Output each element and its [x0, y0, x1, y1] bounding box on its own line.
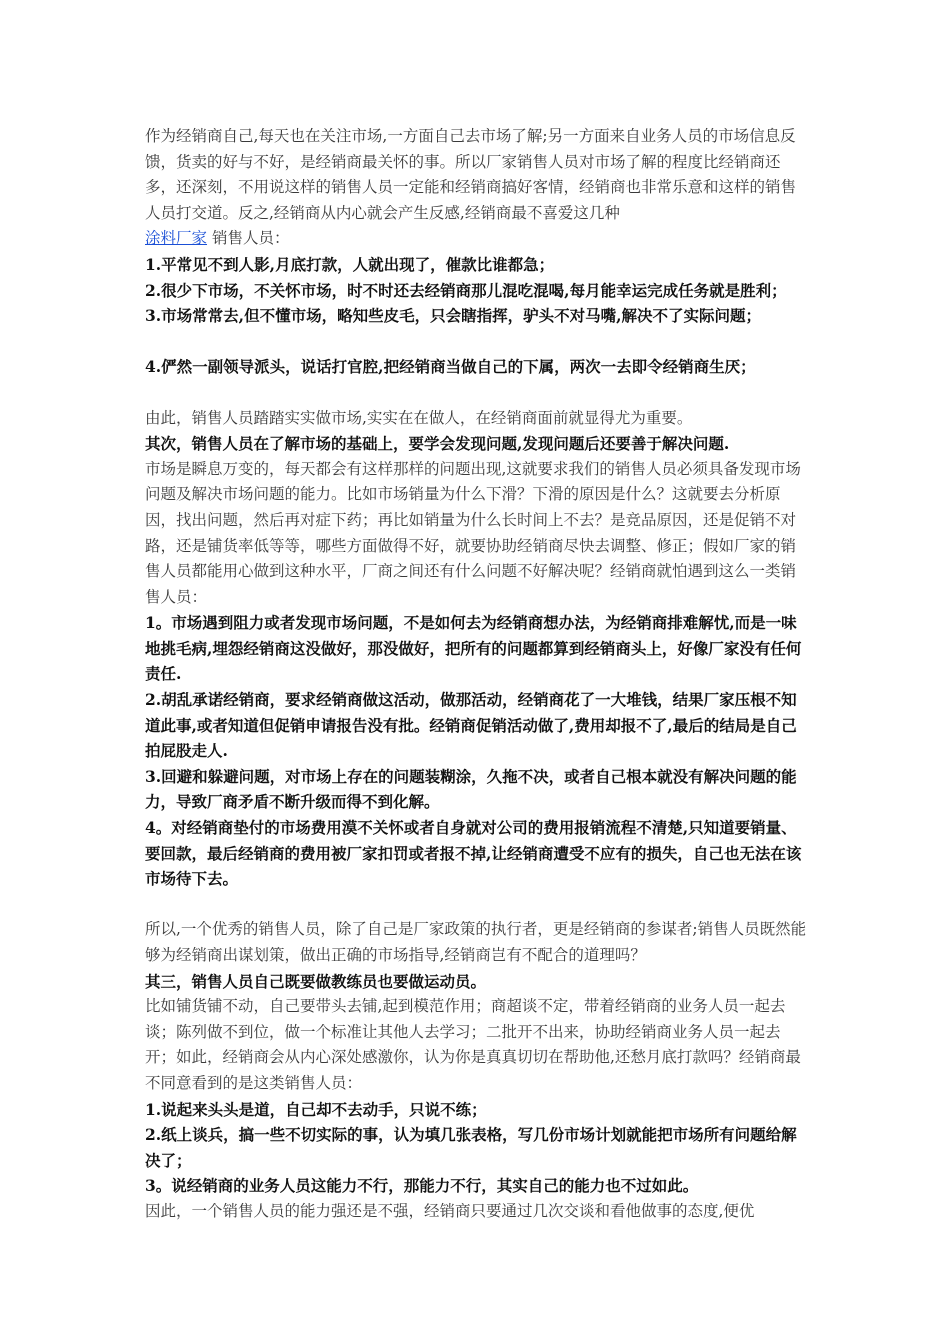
- intro-tail-text: 销售人员：: [207, 229, 290, 248]
- coating-manufacturer-link[interactable]: 涂料厂家: [145, 229, 208, 248]
- closing-paragraph: 因此，一个销售人员的能力强还是不强，经销商只要通过几次交谈和看他做事的态度,便优: [145, 1201, 755, 1220]
- list2-item-3: 3.回避和躲避问题，对市场上存在的问题装糊涂，久拖不决，或者自己根本就没有解决问题的能力，导致厂商矛盾不断升级而得不到化解。: [145, 766, 797, 812]
- section2-heading: 其次，销售人员在了解市场的基础上，要学会发现问题,发现问题后还要善于解决问题.: [145, 434, 730, 454]
- section3-heading: 其三，销售人员自己既要做教练员也要做运动员。: [145, 971, 487, 991]
- section2-body: 市场是瞬息万变的，每天都会有这样那样的问题出现,这就要求我们的销售人员必须具备发现市场问题及解决市场问题的能力。比如市场销量为什么下滑？下滑的原因是什么？这就要去分析原因，找出问题，然后再对症下药；再比如销量为什么长时间上不去？是竞品原因，还是促销不对路，还是铺货率低等等，哪些方面做得不好，就要协助经销商尽快去调整、修正；假如厂家的销售人员都能用心做到这种水平，厂商之间还有什么问题不好解决呢？经销商就怕遇到这么一类销售人员：: [145, 459, 801, 606]
- list1-item-4: 4.俨然一副领导派头，说话打官腔,把经销商当做自己的下属，两次一去即令经销商生厌；: [145, 357, 756, 377]
- list2-item-2: 2.胡乱承诺经销商，要求经销商做这活动，做那活动，经销商花了一大堆钱，结果厂家压根不知道此事,或者知道但促销申请报告没有批。经销商促销活动做了,费用却报不了,最后的结局是自己拍屁股走人.: [145, 690, 797, 761]
- blank-line: [145, 380, 810, 406]
- intro-text: 作为经销商自己,每天也在关注市场,一方面自己去市场了解;另一方面来自业务人员的市场信息反馈，货卖的好与不好，是经销商最关怀的事。所以厂家销售人员对市场了解的程度比经销商还多，还深刻，不用说这样的销售人员一定能和经销商搞好客情，经销商也非常乐意和这样的销售人员打交道。反之,经销商从内心就会产生反感,经销商最不喜爱这几种: [145, 127, 797, 222]
- list3-item-1: 1.说起来头头是道，自己却不去动手，只说不练；: [145, 1099, 487, 1119]
- list1-item-3: 3.市场常常去,但不懂市场，略知些皮毛，只会瞎指挥，驴头不对马嘴,解决不了实际问题；: [145, 306, 761, 326]
- summary1-paragraph: 由此，销售人员踏踏实实做市场,实实在在做人，在经销商面前就显得尤为重要。: [145, 408, 693, 427]
- blank-line: [145, 329, 810, 355]
- list3-item-3: 3。说经销商的业务人员这能力不行，那能力不行，其实自己的能力也不过如此。: [145, 1176, 699, 1196]
- list1-item-2: 2.很少下市场，不关怀市场，时不时还去经销商那儿混吃混喝,每月能幸运完成任务就是胜利；: [145, 280, 787, 300]
- summary2-paragraph: 所以,一个优秀的销售人员，除了自己是厂家政策的执行者，更是经销商的参谋者;销售人员既然能够为经销商出谋划策，做出正确的市场指导,经销商岂有不配合的道理吗？: [145, 920, 807, 964]
- list2-item-4: 4。对经销商垫付的市场费用漠不关怀或者自身就对公司的费用报销流程不清楚,只知道要销量、要回款，最后经销商的费用被厂家扣罚或者报不掉,让经销商遭受不应有的损失，自己也无法在该市场待下去。: [145, 818, 802, 889]
- blank-line: [145, 892, 810, 918]
- intro-paragraph: [145, 124, 810, 252]
- list1-item-1: 1.平常见不到人影,月底打款，人就出现了，催款比谁都急；: [145, 254, 555, 274]
- list3-item-2: 2.纸上谈兵，搞一些不切实际的事，认为填几张表格，写几份市场计划就能把市场所有问题给解决了；: [145, 1125, 797, 1170]
- document-page: [145, 124, 810, 1225]
- list2-item-1: 1。市场遇到阻力或者发现市场问题，不是如何去为经销商想办法，为经销商排难解忧,而是一味地挑毛病,埋怨经销商这没做好，那没做好，把所有的问题都算到经销商头上，好像厂家没有任何责任.: [145, 613, 802, 684]
- section3-body: 比如铺货铺不动，自己要带头去铺,起到模范作用；商超谈不定，带着经销商的业务人员一起去谈；陈列做不到位，做一个标准让其他人去学习；二批开不出来，协助经销商业务人员一起去开；如此，经销商会从内心深处感激你，认为你是真真切切在帮助他,还愁月底打款吗？经销商最不同意看到的是这类销售人员：: [145, 997, 801, 1092]
